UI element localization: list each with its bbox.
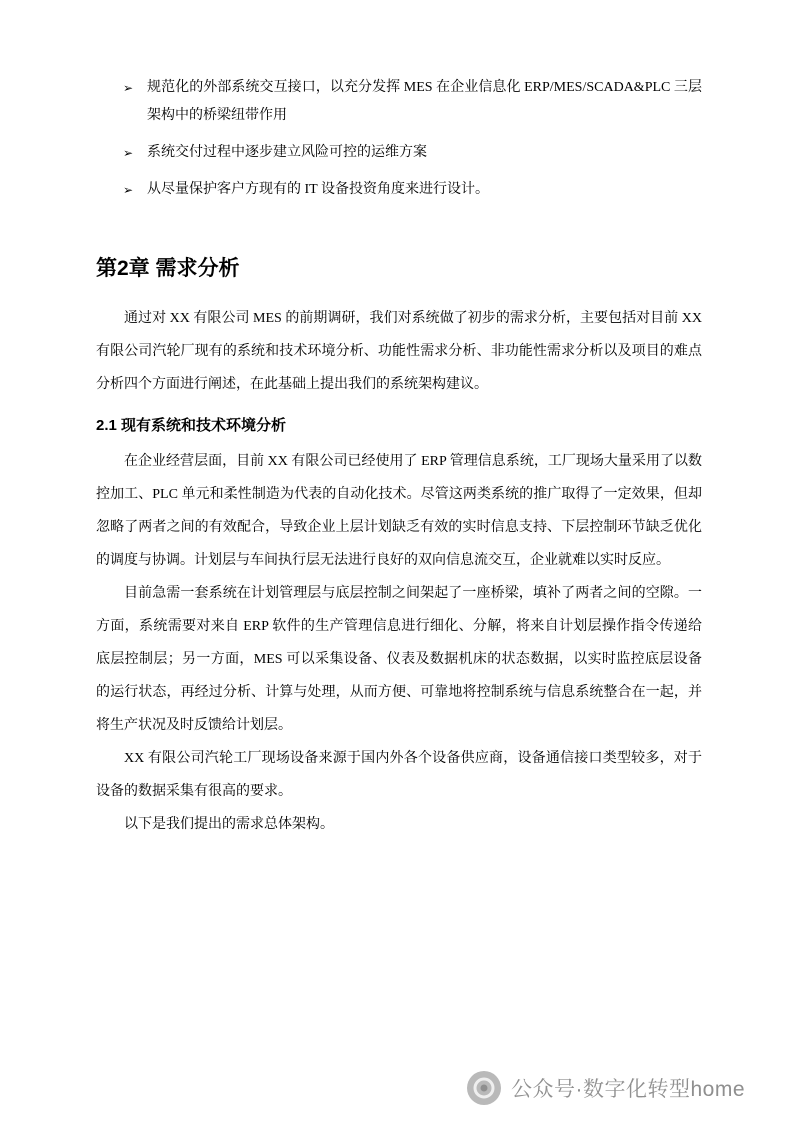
watermark-text: 公众号·数字化转型home: [511, 1078, 746, 1101]
body-paragraph: 以下是我们提出的需求总体架构。: [124, 817, 334, 832]
document-content: [96, 74, 702, 841]
intro-paragraph: 通过对 XX 有限公司 MES 的前期调研，我们对系统做了初步的需求分析，主要包括对目前 XX 有限公司汽轮厂现有的系统和技术环境分析、功能性需求分析、非功能性需求分析以及项目的难点分析四个方面进行阐述，在此基础上提出我们的系统架构建议。: [96, 311, 702, 392]
circle-logo-icon: [466, 1070, 502, 1106]
list-item: [123, 176, 702, 204]
body-paragraph: 目前急需一套系统在计划管理层与底层控制之间架起了一座桥梁，填补了两者之间的空隙。一方面，系统需要对来自 ERP 软件的生产管理信息进行细化、分解，将来自计划层操作指令传递给底层控制层；另一方面，MES 可以采集设备、仪表及数据机床的状态数据，以实时监控底层设备的运行状态，再经过分析、计算与处理，从而方便、可靠地将控制系统与信息系统整合在一起，并将生产状况及时反馈给计划层。: [96, 586, 702, 733]
list-item: [123, 139, 702, 167]
arrow-bullet-icon: ➢: [123, 183, 134, 197]
bullet-text: 规范化的外部系统交互接口，以充分发挥 MES 在企业信息化 ERP/MES/SCADA&PLC 三层架构中的桥梁纽带作用: [147, 80, 702, 123]
arrow-bullet-icon: ➢: [123, 81, 134, 95]
body-paragraph: 在企业经营层面，目前 XX 有限公司已经使用了 ERP 管理信息系统，工厂现场大量采用了以数控加工、PLC 单元和柔性制造为代表的自动化技术。尽管这两类系统的推广取得了一定效果，但却忽略了两者之间的有效配合，导致企业上层计划缺乏有效的实时信息支持、下层控制环节缺乏优化的调度与协调。计划层与车间执行层无法进行良好的双向信息流交互，企业就难以实时反应。: [96, 454, 702, 568]
section-heading: 2.1 现有系统和技术环境分析: [96, 417, 287, 434]
body-paragraph: XX 有限公司汽轮工厂现场设备来源于国内外各个设备供应商，设备通信接口类型较多，对于设备的数据采集有很高的要求。: [96, 751, 702, 799]
watermark: [466, 1070, 745, 1106]
bullet-list: [123, 74, 702, 204]
chapter-heading: 第2章 需求分析: [96, 257, 240, 280]
bullet-text: 系统交付过程中逐步建立风险可控的运维方案: [147, 145, 427, 160]
arrow-bullet-icon: ➢: [123, 146, 134, 160]
bullet-text: 从尽量保护客户方现有的 IT 设备投资角度来进行设计。: [147, 182, 489, 197]
list-item: [123, 74, 702, 130]
